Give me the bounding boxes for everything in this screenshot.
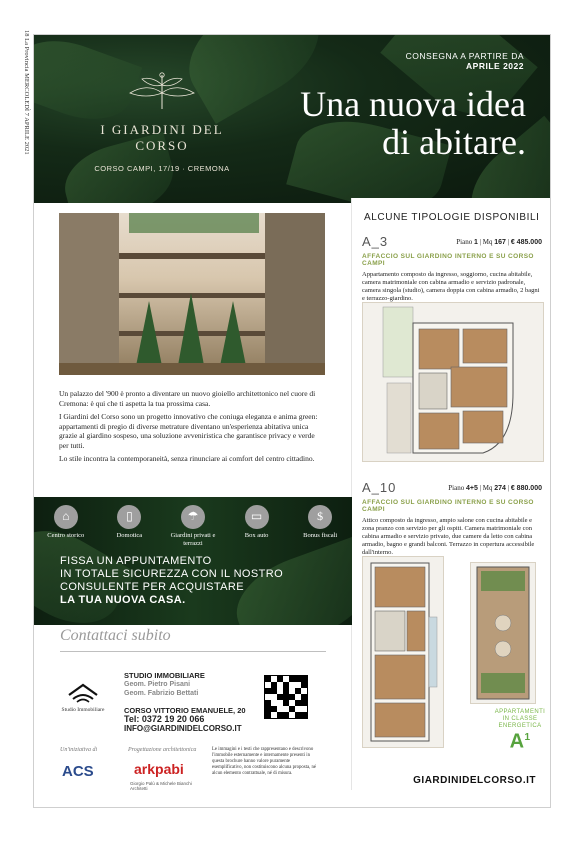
- divider: [60, 651, 326, 652]
- intro-text: [59, 389, 325, 468]
- studio-address: CORSO VITTORIO EMANUELE, 20: [124, 706, 246, 715]
- arkpabi-subtitle: Giorgio Palù & Michele Bianchi Architetti: [130, 781, 192, 791]
- intro-paragraph: Un palazzo del '900 è pronto a diventare un nuovo gioiello architettonico nel cuore di Cremona: è qui che ti aspetta la tua prossima casa.: [59, 389, 316, 408]
- unit-a3: [362, 234, 542, 303]
- project-label: Progettazione architettonica: [128, 747, 197, 753]
- features-band: [34, 497, 352, 625]
- umbrella-icon: ☂: [181, 505, 205, 529]
- advertisement-page: [33, 34, 551, 808]
- feature-item: [227, 505, 287, 547]
- studio-phone[interactable]: Tel: 0372 19 20 066: [124, 714, 205, 724]
- cta-line: FISSA UN APPUNTAMENTO: [60, 555, 212, 567]
- features-list: [34, 505, 352, 547]
- qr-code[interactable]: [264, 675, 308, 719]
- headline-line-1: Una nuova idea: [300, 84, 526, 124]
- unit-description: Attico composto da ingresso, ampio salone con cucina abitabile e zona pranzo con servizio per gli ospiti. Camera matrimoniale con cabina armadio e servizio privato, due camere da letto con cabina armadio, bagno e grandi balconi. Terrazzo in copertura accessibile dall'interno.: [362, 517, 535, 556]
- typologies-panel: [352, 198, 550, 790]
- floor-plan-a10-lower: [362, 556, 444, 748]
- initiative-label: Un'iniziativa di: [60, 747, 98, 753]
- delivery-date: APRILE 2022: [466, 61, 524, 71]
- intro-paragraph: Lo stile incontra la contemporaneità, senza rinunciare ai comfort del centro cittadino.: [59, 454, 315, 463]
- brand-name: I GIARDINI DEL CORSO: [100, 122, 224, 153]
- brand-address: CORSO CAMPI, 17/19 · CREMONA: [94, 164, 230, 173]
- unit-description: Appartamento composto da ingresso, soggiorno, cucina abitabile, camera matrimoniale con cabina armadio e servizio padronale, camera singola (studio), camera doppia con cabina armadio, 2 bagni e terrazzo-giardino.: [362, 271, 540, 302]
- unit-a10: [362, 480, 542, 557]
- house-wave-icon: [65, 681, 101, 705]
- website-link[interactable]: GIARDINIDELCORSO.IT: [413, 775, 536, 786]
- studio-info: [124, 671, 274, 733]
- unit-code: A_3: [362, 234, 389, 249]
- contact-title: Contattaci subito: [60, 627, 171, 644]
- smartphone-icon: ▯: [117, 505, 141, 529]
- money-bag-icon: $: [308, 505, 332, 529]
- sidebar-text: 18 La Provincia MERCOLEDÌ 7 APRILE 2021: [23, 30, 30, 155]
- brand-logo: [82, 71, 242, 173]
- studio-name: STUDIO IMMOBILIARE: [124, 671, 205, 680]
- car-icon: ▭: [245, 505, 269, 529]
- cta-line: CONSULENTE PER ACQUISTARE: [60, 581, 244, 593]
- feature-label: Domotica: [116, 532, 143, 539]
- acs-logo: ACS: [62, 763, 94, 780]
- unit-view: AFFACCIO SUL GIARDINO INTERNO E SU CORSO CAMPI: [362, 499, 534, 513]
- newspaper-sidebar: [18, 30, 32, 230]
- studio-person: Geom. Fabrizio Bettati: [124, 690, 199, 697]
- studio-logo: [58, 681, 108, 713]
- energy-class-badge: $A^1$: [509, 730, 531, 753]
- studio-person: Geom. Pietro Pisani: [124, 681, 191, 688]
- cta-line-bold: LA TUA NUOVA CASA.: [60, 594, 186, 606]
- unit-code: A_10: [362, 480, 397, 495]
- arkpabi-logo: arkpabi: [134, 761, 184, 777]
- feature-label: Centro storico: [47, 532, 85, 539]
- feature-label: Box auto: [244, 532, 269, 539]
- intro-paragraph: I Giardini del Corso sono un progetto innovativo che coniuga eleganza e anima green: appartamenti di pregio di diverse metrature diventano un'esperienza abitativa unica grazie al giardino sospeso, una soluzione avveniristica che garantisce privacy e verde per tutti.: [59, 412, 318, 450]
- feature-item: [290, 505, 350, 547]
- courtyard-photo: [59, 213, 325, 375]
- delivery-notice: [406, 51, 524, 71]
- column-icon: ⌂: [54, 505, 78, 529]
- floor-plan-a10-terrace: [470, 562, 536, 704]
- delivery-label: CONSEGNA A PARTIRE DA: [405, 51, 524, 61]
- feature-item: [99, 505, 159, 547]
- unit-meta: Piano 4+5 | Mq 274 | € 880.000: [448, 484, 542, 492]
- studio-logo-label: Studio Immobiliare: [61, 707, 105, 713]
- typologies-title: ALCUNE TIPOLOGIE DISPONIBILI: [364, 212, 540, 223]
- feature-item: [36, 505, 96, 547]
- legal-disclaimer: Le immagini e i testi che rappresentano e descrivono l'immobile esternamente e internamente presenti in questa brochure hanno valore puramente esemplificativo, non costituiscono alcuna proposta, né alcun elemento contrattuale, né di misura.: [212, 747, 317, 776]
- appointment-cta: [60, 555, 283, 607]
- header-banner: [34, 35, 550, 203]
- studio-email[interactable]: INFO@GIARDINIDELCORSO.IT: [124, 724, 242, 733]
- energy-class: APPARTAMENTI IN CLASSE ENERGETICA $A^1$: [490, 709, 550, 746]
- cta-line: IN TOTALE SICUREZZA CON IL NOSTRO: [60, 568, 284, 580]
- unit-meta: Piano 1 | Mq 167 | € 485.000: [456, 238, 542, 246]
- botanical-emblem-icon: [122, 71, 202, 111]
- unit-view: AFFACCIO SUL GIARDINO INTERNO E SU CORSO CAMPI: [362, 253, 534, 267]
- headline-line-2: di abitare.: [382, 122, 526, 162]
- headline: [300, 85, 526, 161]
- feature-label: Giardini privati e terrazzi: [170, 532, 216, 547]
- feature-label: Bonus fiscali: [303, 532, 338, 539]
- floor-plan-a3: [362, 302, 544, 462]
- feature-item: [163, 505, 223, 547]
